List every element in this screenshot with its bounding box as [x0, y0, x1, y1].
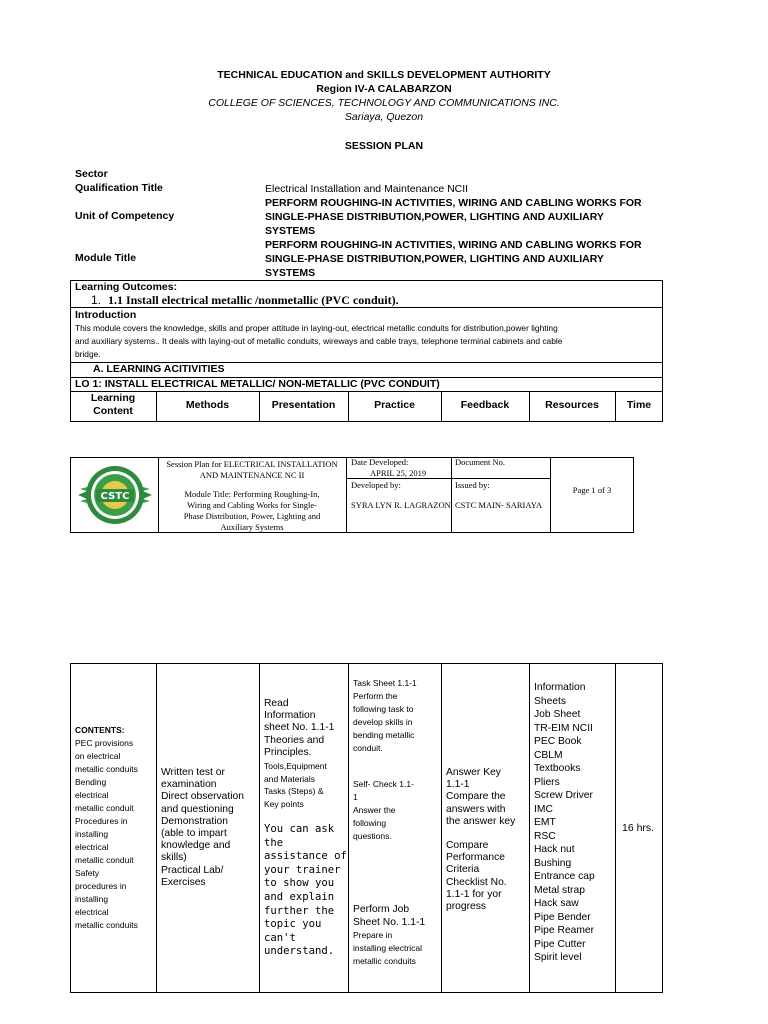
practice-cell-selfcheck	[353, 778, 441, 843]
cell-line: Direct observation	[161, 791, 244, 803]
cell-line: Checklist No.	[446, 876, 507, 888]
page-number: Page 1 of 3	[572, 485, 612, 495]
developed-by-value: SYRA LYN R. LAGRAZON	[351, 500, 451, 510]
cell-line: Exercises	[161, 876, 206, 888]
header-learning-content	[70, 392, 156, 418]
cell-line: Performance	[446, 852, 505, 864]
cell-line: Sheet No. 1.1-1	[353, 916, 426, 928]
cell-line: 1.1-1 for yor	[446, 888, 502, 900]
cell-line: develop skills in	[353, 717, 413, 727]
cell-line: EMT	[534, 817, 556, 828]
cell-line: Criteria	[446, 864, 480, 876]
cell-line: (able to impart	[161, 828, 227, 840]
module-value-line: PERFORM ROUGHING-IN ACTIVITIES, WIRING AND CABLING WORKS FOR	[265, 239, 642, 251]
sector-label: Sector	[75, 168, 108, 180]
cell-line: Metal strap	[534, 884, 585, 896]
presentation-cell-reading	[264, 698, 348, 759]
module-value-line: SYSTEMS	[265, 267, 316, 279]
cell-line: following task to	[353, 704, 414, 714]
cell-line: conduit.	[353, 743, 383, 753]
divider	[348, 663, 349, 993]
cell-line: Compare the	[446, 791, 506, 803]
cell-line: PEC provisions	[75, 738, 134, 748]
divider	[70, 307, 663, 308]
date-developed-value: APRIL 25, 2019	[370, 468, 427, 478]
divider	[451, 457, 452, 533]
cell-line: Screw Driver	[534, 790, 593, 801]
practice-cell-task	[353, 677, 441, 755]
cell-line: electrical	[75, 790, 109, 800]
qualification-value: Electrical Installation and Maintenance NCII	[265, 183, 469, 195]
cell-line: sheet No. 1.1-1	[264, 722, 335, 734]
cell-line: Pipe Cutter	[534, 938, 586, 950]
cell-line: topic you	[264, 918, 322, 931]
unit-value-line: SYSTEMS	[265, 225, 316, 237]
cell-line: bending metallic	[353, 730, 415, 740]
outcomes-label: Learning Outcomes:	[75, 281, 178, 293]
cell-line: metallic conduit	[75, 855, 134, 865]
region-name: Region IV-A CALABARZON	[316, 83, 452, 95]
cell-line: Theories and	[264, 734, 325, 746]
cell-line: to show you	[264, 877, 335, 890]
cell-line: IMC	[534, 803, 553, 815]
cell-line: Spirit level	[534, 952, 582, 963]
divider	[615, 663, 616, 993]
cell-line: following	[353, 818, 387, 828]
cell-line: metallic conduits	[353, 956, 416, 966]
header-resources: Resources	[545, 399, 599, 411]
divider	[259, 663, 260, 993]
cell-line: metallic conduits	[75, 764, 138, 774]
issued-by-label: Issued by:	[455, 480, 490, 490]
module-title-block	[158, 489, 346, 533]
intro-line: This module covers the knowledge, skills and proper attitude in laying-out, electrical metallic conduits for distribution,power lighting	[75, 323, 558, 333]
intro-line: and auxiliary systems.. It deals with laying-out of metallic conduits, wireways and cable trays, telephone terminal cabinets and cable	[75, 336, 563, 346]
divider	[70, 391, 663, 392]
feedback-cell-compare	[446, 840, 529, 913]
cell-line: Bushing	[534, 857, 572, 869]
cell-line: Bending	[75, 777, 107, 787]
introduction-label: Introduction	[75, 309, 137, 321]
cell-line: Self- Check 1.1-	[353, 779, 414, 789]
issued-by-value: CSTC MAIN- SARIAYA	[455, 500, 543, 510]
cell-line: RSC	[534, 830, 556, 842]
cell-line: Procedures in	[75, 816, 128, 826]
date-developed-label: Date Developed:	[351, 457, 409, 467]
divider	[156, 663, 157, 993]
agency-name: TECHNICAL EDUCATION and SKILLS DEVELOPMENT AUTHORITY	[217, 69, 551, 81]
logo-text: CSTC	[100, 491, 130, 502]
cell-line: Compare	[446, 840, 489, 851]
practice-cell-jobsheet	[353, 904, 441, 929]
unit-value	[265, 196, 665, 238]
methods-cell	[161, 767, 258, 889]
cell-line: Entrance cap	[534, 871, 595, 882]
cell-line: CBLM	[534, 749, 563, 761]
header-line: Learning	[90, 392, 136, 404]
qualification-label: Qualification Title	[75, 182, 163, 194]
cell-line: Pliers	[534, 776, 560, 788]
plan-line: Session Plan for ELECTRICAL INSTALLATION	[166, 459, 338, 469]
cell-line: Safety	[75, 868, 100, 878]
practice-cell-prepare	[353, 929, 441, 968]
header-presentation: Presentation	[271, 399, 336, 411]
cell-line: Key points	[264, 798, 304, 809]
cell-line: Information	[534, 682, 586, 693]
cstc-logo	[76, 463, 154, 527]
cell-line: can't	[264, 931, 296, 944]
module-value	[265, 238, 665, 280]
cell-line: Textbooks	[534, 763, 581, 774]
college-name: COLLEGE OF SCIENCES, TECHNOLOGY AND COMMUNICATIONS INC.	[208, 97, 560, 109]
cell-line: Tools,Equipment	[264, 761, 327, 771]
cell-line: on electrical	[75, 751, 121, 761]
cell-line: Job Sheet	[534, 709, 581, 720]
unit-value-line: SINGLE-PHASE DISTRIBUTION,POWER, LIGHTING AND AUXILIARY	[265, 211, 604, 223]
learning-content-cell	[75, 724, 155, 932]
module-line: Module Title: Performing Roughing-In,	[184, 489, 320, 499]
cell-line: Perform the	[353, 691, 398, 701]
cell-line: and explain	[264, 890, 335, 903]
cell-line: Prepare in	[353, 930, 393, 940]
document-title: SESSION PLAN	[344, 140, 424, 152]
feedback-cell-answer	[446, 767, 529, 828]
cell-line: assistance of	[264, 850, 347, 863]
cell-line: examination	[161, 779, 217, 791]
cell-line: installing	[75, 894, 109, 904]
module-line: Phase Distribution, Power, Lighting and	[183, 511, 321, 521]
cell-line: Sheets	[534, 695, 567, 707]
cell-line: further the	[264, 904, 335, 917]
time-cell: 16 hrs.	[622, 822, 655, 834]
cell-line: Perform Job	[353, 904, 410, 915]
resources-cell	[534, 681, 615, 965]
document-no-label: Document No.	[455, 457, 506, 467]
module-line: Wiring and Cabling Works for Single-	[187, 500, 317, 510]
header-feedback: Feedback	[460, 399, 510, 411]
cell-line: and Materials	[264, 773, 316, 784]
module-value-line: SINGLE-PHASE DISTRIBUTION,POWER, LIGHTING AND AUXILIARY	[265, 253, 604, 265]
cell-line: skills)	[161, 852, 187, 864]
outcome-text: 1.1 Install electrical metallic /nonmetallic (PVC conduit).	[108, 293, 399, 307]
divider	[529, 663, 530, 993]
presentation-cell-assistance	[264, 823, 348, 959]
cell-line: metallic conduit	[75, 803, 134, 813]
divider	[346, 457, 347, 533]
cell-line: Demonstration	[161, 815, 228, 827]
cell-line: progress	[446, 901, 487, 913]
cell-line: the	[264, 836, 284, 849]
presentation-cell-tools	[264, 760, 348, 810]
cell-line: Read	[264, 698, 289, 709]
cell-line: Answer Key	[446, 767, 501, 778]
cell-line: Tasks (Steps) &	[264, 786, 324, 796]
cell-line: Written test or	[161, 767, 225, 778]
cell-line: PEC Book	[534, 736, 582, 747]
cell-line: the answer key	[446, 815, 516, 827]
college-location: Sariaya, Quezon	[344, 111, 424, 123]
cell-line: electrical	[75, 907, 109, 917]
cell-line: Pipe Bender	[534, 911, 591, 923]
cell-line: and questioning	[161, 803, 234, 815]
cell-line: knowledge and	[161, 840, 231, 852]
unit-value-line: PERFORM ROUGHING-IN ACTIVITIES, WIRING AND CABLING WORKS FOR	[265, 197, 642, 209]
divider	[441, 663, 442, 993]
cell-line: electrical	[75, 842, 109, 852]
cell-line: Practical Lab/	[161, 864, 224, 876]
cell-line: Task Sheet 1.1-1	[353, 678, 417, 688]
cell-line: understand.	[264, 945, 335, 958]
header-time: Time	[626, 399, 652, 411]
cell-line: metallic conduits	[75, 920, 138, 930]
module-line: Auxiliary Systems	[220, 522, 284, 532]
header-methods: Methods	[185, 399, 230, 411]
cell-line: You can ask	[264, 823, 335, 835]
cell-line: Hack nut	[534, 844, 575, 855]
cell-line: 1	[353, 792, 358, 802]
introduction-text	[75, 322, 665, 361]
learning-activities-heading: A. LEARNING ACITIVITIES	[93, 363, 225, 375]
cell-line: Principles.	[264, 746, 312, 758]
header-line: Content	[93, 405, 133, 417]
cell-line: Pipe Reamer	[534, 925, 595, 936]
cell-line: Information	[264, 710, 316, 722]
header-practice: Practice	[374, 399, 415, 411]
intro-line: bridge.	[75, 349, 101, 359]
unit-label: Unit of Competency	[75, 210, 175, 222]
cell-line: questions.	[353, 831, 392, 841]
cell-line: CONTENTS:	[75, 725, 125, 735]
cell-line: procedures in	[75, 881, 127, 891]
cell-line: installing	[75, 829, 109, 839]
lo1-heading: LO 1: INSTALL ELECTRICAL METALLIC/ NON-METALLIC (PVC CONDUIT)	[75, 378, 440, 390]
cell-line: TR-EIM NCII	[534, 722, 593, 734]
developed-by-label: Developed by:	[351, 480, 401, 490]
outcome-number: 1.	[91, 293, 102, 307]
cell-line: Answer the	[353, 805, 396, 815]
session-plan-title	[158, 459, 346, 481]
cell-line: 1.1-1	[446, 779, 470, 791]
cell-line: Hack saw	[534, 898, 579, 909]
module-label: Module Title	[75, 252, 137, 264]
cell-line: your trainer	[264, 863, 341, 876]
cell-line: installing electrical	[353, 943, 422, 953]
plan-line: AND MAINTENANCE NC II	[199, 470, 305, 480]
cell-line: answers with	[446, 803, 506, 815]
